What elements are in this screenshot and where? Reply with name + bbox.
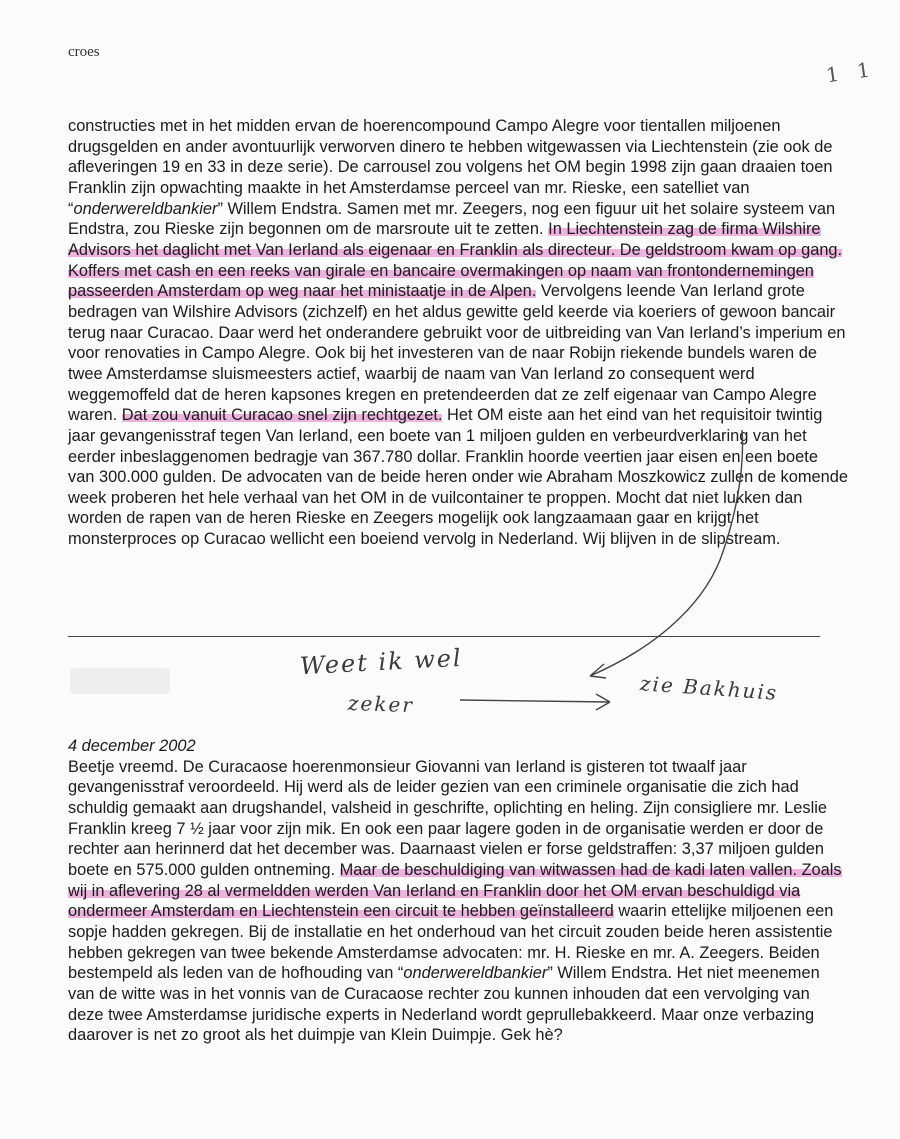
- text-segment: ” Willem Endstra. Het niet meenemen van de witte was in het vonnis van de Curacaose rechter zou kunnen inhouden dat een vervolging van deze twee Amsterdamse juridische experts in Nederland wordt geprullebakkeerd. Maar onze verbazing daarover is net zo groot als het duimpje van Klein Duimpje. Gek hè?: [68, 964, 820, 1045]
- handwritten-page-mark: 1 1: [824, 56, 878, 88]
- running-header: croes: [68, 44, 100, 60]
- text-segment: waarin ettelijke miljoenen een sopje hadden gekregen. Bij de installatie en het onderhoud van het circuit zouden beide heren assistentie hebben gekregen van twee bekende Amsterdamse advocaten: mr. H. Rieske en mr. A. Zeegers. Beiden bestempeld als leden van de hofhouding van “: [68, 902, 834, 983]
- pen-arrow-from-text: [590, 430, 743, 676]
- text-segment: Beetje vreemd. De Curacaose hoerenmonsieur Giovanni van Ierland is gisteren tot twaalf jaar gevangenisstraf veroordeeld. Hij werd als de leider gezien van een criminele organisatie die zich had schuldig gemaakt aan drugshandel, valsheid in geschrifte, oplichting en heling. Zijn consigliere mr. Leslie Franklin kreeg 7 ½ jaar voor zijn mik. En ook een paar lagere goden in de organisatie werden er door de rechter aan herinnerd dat het december was. Daarnaast vielen er forse geldstraffen: 3,37 miljoen gulden boete en 575.000 gulden ontneming.: [68, 757, 827, 879]
- handwritten-note-line2: zeker: [347, 690, 415, 718]
- text-segment: constructies met in het midden ervan de hoerencompound Campo Alegre voor tientallen miljoenen drugsgelden en ander avontuurlijk verworven dinero te hebben witgewassen via Liechtenstein (zie ook de afleveringen 19 en 33 in deze serie). De carrousel zou volgens het OM begin 1998 zijn gaan draaien toen Franklin zijn opwachting maakte in het Amsterdamse perceel van mr. Rieske, een satelliet van “: [68, 117, 833, 218]
- handwritten-reference-note: zie Bakhuis: [639, 671, 779, 705]
- italic-segment: onderwereldbankier: [403, 964, 548, 983]
- highlighted-segment: In Liechtenstein zag de firma Wilshire Advisors het daglicht met Van Ierland als eigenaar en Franklin als directeur. De geldstroom kwam op gang. Koffers met cash en een reeks van girale en bancaire overmakingen op naam van frontondernemingen passeerden Amsterdam op weg naar het ministaatje in de Alpen.: [68, 220, 843, 301]
- article-dated: [68, 736, 848, 1046]
- handwritten-note-line1: Weet ik wel: [299, 643, 464, 681]
- text-segment: Vervolgens leende Van Ierland grote bedragen van Wilshire Advisors (zichzelf) en het aldus gewitte geld keerde via koeriers of gewoon bancair terug naar Curacao. Daar werd het onderandere gebruikt voor de uitbreiding van Van Ierland’s imperium en voor renovaties in Campo Alegre. Ook bij het investeren van de naar Robijn riekende bundels waren de twee Amsterdamse sluismeesters actief, waarbij de naam van Van Ierland zo consequent werd weggemoffeld dat de heren kapsones kregen en pretendeerden dat ze zelf eigenaar van Campo Alegre waren.: [68, 282, 846, 425]
- text-segment: Het OM eiste aan het eind van het requisitoir twintig jaar gevangenisstraf tegen Van Ierland, een boete van 1 miljoen gulden en verbeurdverklaring van het eerder inbeslaggenomen bedragje van 367.780 dollar. Franklin hoorde veertien jaar eisen en een boete van 300.000 gulden. De advocaten van de beide heren onder wie Abraham Moszkowicz zullen de komende week proberen het hele verhaal van het OM in de vuilcontainer te proppen. Mocht dat niet lukken dan worden de rapen van de heren Rieske en Zeegers mogelijk ook langzaamaan gaar en krijgt het monsterproces op Curacao wellicht een boeiend vervolg in Nederland. Wij blijven in de slipstream.: [68, 406, 848, 549]
- article-dated-text: [68, 757, 848, 1046]
- pen-arrowhead-left: [590, 664, 606, 678]
- italic-segment: onderwereldbankier: [73, 199, 218, 218]
- pen-arrow-right: [460, 700, 610, 702]
- highlighted-segment: Maar de beschuldiging van witwassen had de kadi laten vallen. Zoals wij in aflevering 28 al vermeldden werden Van Ierland en Franklin door het OM ervan beschuldigd via ondermeer Amsterdam en Liechtenstein een circuit te hebben geïnstalleerd: [68, 860, 842, 921]
- article-date: [68, 736, 848, 757]
- date-label: 4 december 2002: [68, 737, 196, 755]
- highlighted-segment: Dat zou vanuit Curacao snel zijn rechtgezet.: [121, 406, 443, 425]
- text-segment: ” Willem Endstra. Samen met mr. Zeegers, nog een figuur uit het solaire systeem van Endstra, zou Rieske zijn begonnen om de marsroute uit te zetten.: [68, 199, 836, 239]
